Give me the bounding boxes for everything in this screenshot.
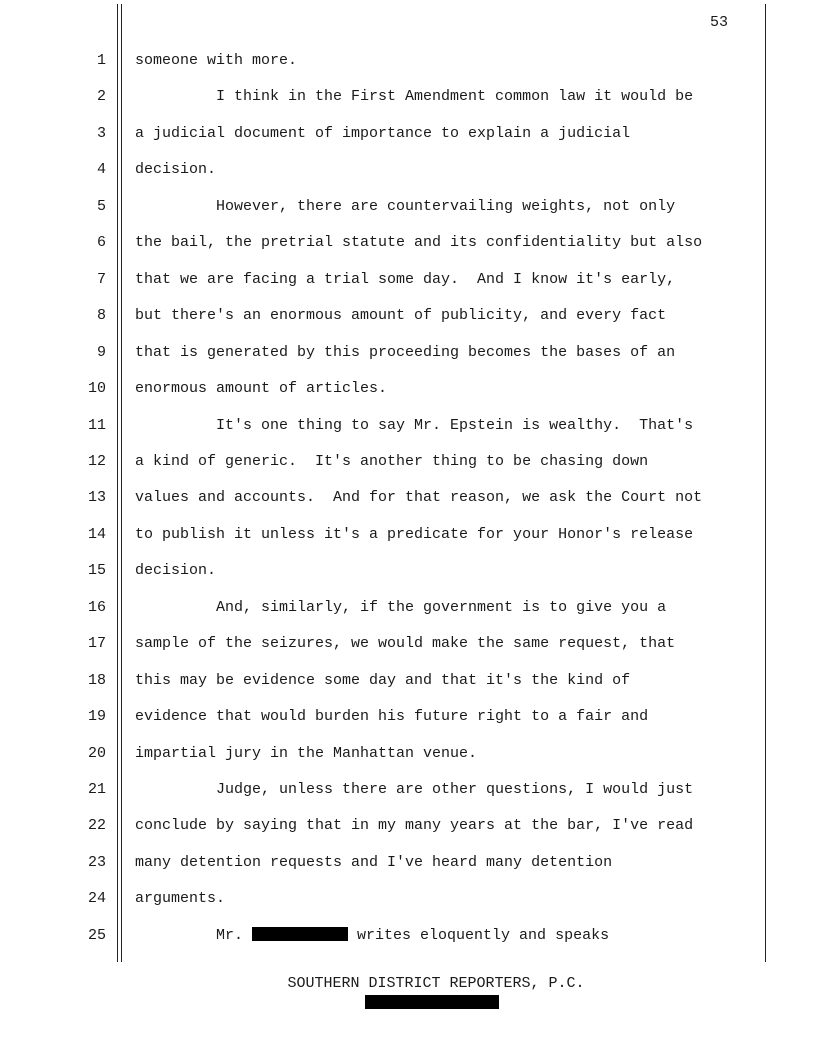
line-number: 23 [87, 853, 106, 871]
line-number: 12 [87, 452, 106, 470]
footer-reporter: SOUTHERN DISTRICT REPORTERS, P.C. [287, 975, 585, 992]
transcript-line: enormous amount of articles. [135, 380, 388, 398]
transcript-line: values and accounts. And for that reason, we ask the Court not [135, 489, 703, 507]
transcript-line: However, there are countervailing weights, not only [135, 197, 676, 215]
transcript-line: sample of the seizures, we would make the same request, that [135, 635, 676, 653]
line-number: 6 [96, 234, 106, 252]
transcript-line: that we are facing a trial some day. And I know it's early, [135, 270, 676, 288]
transcript-line: It's one thing to say Mr. Epstein is wealthy. That's [135, 416, 694, 434]
transcript-line: arguments. [135, 890, 226, 908]
transcript-line: but there's an enormous amount of publicity, and every fact [135, 307, 667, 325]
line-number: 2 [96, 88, 106, 106]
transcript-line [135, 927, 609, 944]
line-number: 20 [87, 744, 106, 762]
right-margin-rule [765, 4, 766, 962]
line-number: 14 [87, 525, 106, 543]
transcript-line: to publish it unless it's a predicate for your Honor's release [135, 525, 694, 543]
transcript-line: Judge, unless there are other questions, I would just [135, 781, 694, 798]
line-number: 3 [96, 124, 106, 142]
transcript-line: that is generated by this proceeding becomes the bases of an [135, 343, 676, 361]
transcript-line: I think in the First Amendment common law it would be [135, 88, 694, 106]
transcript-line: the bail, the pretrial statute and its confidentiality but also [135, 234, 703, 252]
page-number: 53 [709, 14, 728, 31]
line-number: 17 [87, 635, 106, 653]
transcript-line: And, similarly, if the government is to give you a [135, 598, 667, 616]
line-number: 13 [87, 489, 106, 507]
line-number: 24 [87, 890, 106, 908]
line-number: 8 [96, 307, 106, 325]
footer-redaction-bar [365, 995, 499, 1009]
line-text-after-redaction: writes eloquently and speaks [348, 926, 610, 944]
left-margin-rule-outer [117, 4, 118, 962]
line-number: 5 [96, 197, 106, 215]
line-number: 7 [96, 270, 106, 288]
transcript-line: this may be evidence some day and that it's the kind of [135, 671, 631, 689]
line-number: 18 [87, 671, 106, 689]
transcript-line: evidence that would burden his future right to a fair and [135, 708, 649, 726]
line-number: 4 [96, 161, 106, 179]
transcript-line: many detention requests and I've heard many detention [135, 853, 613, 871]
transcript-line: a judicial document of importance to explain a judicial [135, 124, 631, 142]
transcript-line: conclude by saying that in my many years at the bar, I've read [135, 817, 694, 835]
transcript-line: impartial jury in the Manhattan venue. [135, 744, 478, 762]
redaction-bar [252, 927, 348, 941]
line-number: 16 [87, 598, 106, 616]
line-number: 25 [87, 926, 106, 944]
line-text-before-redaction: Mr. [135, 926, 253, 944]
line-number: 1 [96, 52, 106, 69]
transcript-line: decision. [135, 562, 217, 580]
line-number: 9 [96, 343, 106, 361]
transcript-line: a kind of generic. It's another thing to be chasing down [135, 452, 649, 470]
left-margin-rule-inner [121, 4, 122, 962]
line-number: 10 [87, 380, 106, 398]
transcript-line: decision. [135, 161, 217, 179]
line-number: 21 [87, 781, 106, 798]
line-number: 19 [87, 708, 106, 726]
line-number: 15 [87, 562, 106, 580]
line-number: 11 [87, 416, 106, 434]
line-number: 22 [87, 817, 106, 835]
transcript-line: someone with more. [135, 52, 298, 69]
